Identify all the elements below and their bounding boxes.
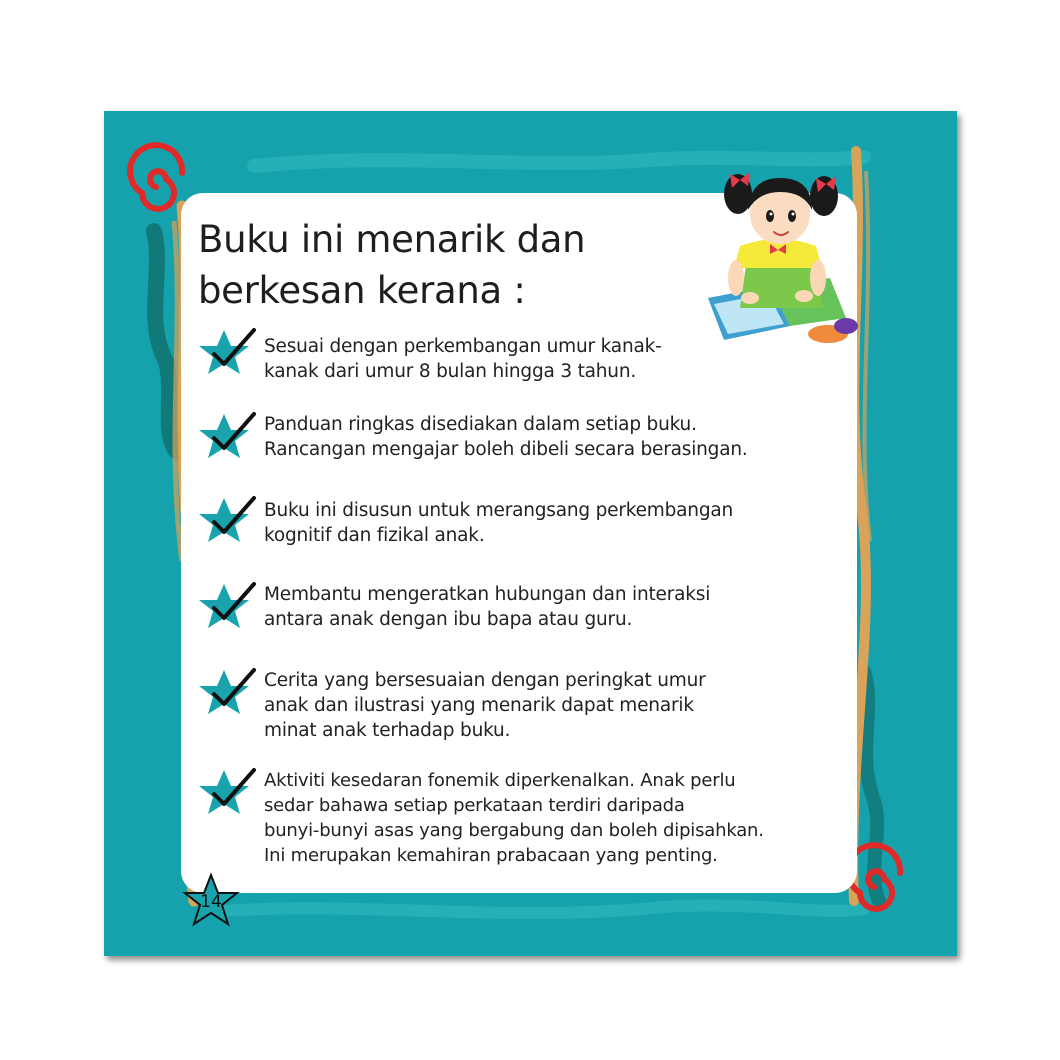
list-item-text: Aktiviti kesedaran fonemik diperkenalkan. Anak perlu: [264, 770, 736, 791]
star-check-icon: [198, 494, 256, 550]
star-check-icon: [198, 766, 256, 822]
list-item-text: Sesuai dengan perkembangan umur kanak-: [264, 336, 662, 357]
list-item-text: Panduan ringkas disediakan dalam setiap buku.: [264, 414, 697, 435]
page-title: [198, 214, 585, 316]
title-line: Buku ini menarik dan: [198, 218, 586, 261]
star-check-icon: [198, 666, 256, 722]
star-check-icon: [198, 326, 256, 382]
list-item-text: Buku ini disusun untuk merangsang perkembangan: [264, 500, 734, 521]
list-item-text: Rancangan mengajar boleh dibeli secara berasingan.: [264, 439, 748, 460]
list-item-text: Cerita yang bersesuaian dengan peringkat umur: [264, 670, 706, 691]
list-item-text: kanak dari umur 8 bulan hingga 3 tahun.: [264, 361, 637, 382]
page-number: 14: [200, 892, 222, 912]
star-check-icon: [198, 410, 256, 466]
list-item-text: antara anak dengan ibu bapa atau guru.: [264, 609, 633, 630]
list-item-text: bunyi-bunyi asas yang bergabung dan boleh dipisahkan.: [264, 820, 764, 841]
list-item-text: sedar bahawa setiap perkataan terdiri daripada: [264, 795, 685, 816]
list-item-text: minat anak terhadap buku.: [264, 720, 511, 741]
list-item-text: anak dan ilustrasi yang menarik dapat menarik: [264, 695, 694, 716]
list-item-text: kognitif dan fizikal anak.: [264, 525, 485, 546]
title-line: berkesan kerana :: [198, 269, 526, 312]
list-item-text: Ini merupakan kemahiran prabacaan yang penting.: [264, 845, 718, 866]
list-item-text: Membantu mengeratkan hubungan dan interaksi: [264, 584, 711, 605]
spiral-icon: [130, 145, 182, 209]
girl-reading-book-illustration: [700, 158, 860, 348]
star-check-icon: [198, 580, 256, 636]
